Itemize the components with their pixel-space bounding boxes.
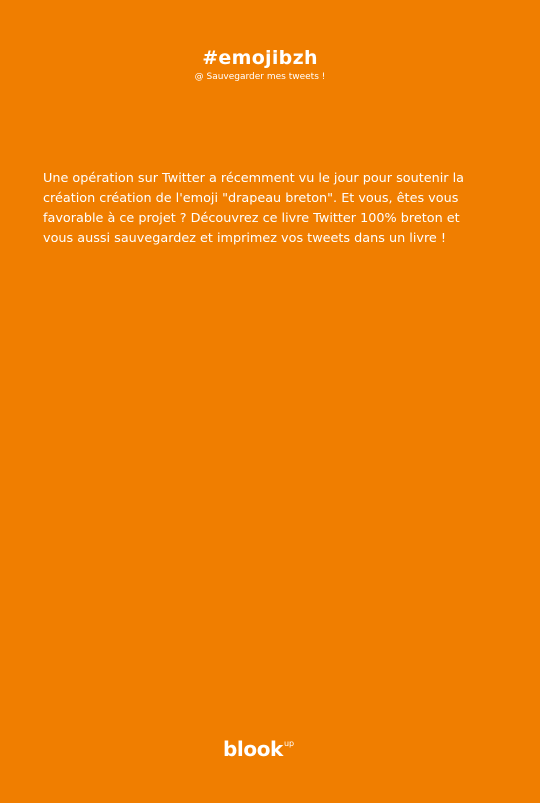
- blookup-logo: [223, 737, 293, 765]
- book-description: Une opération sur Twitter a récemment vu le jour pour soutenir la création création de l'emoji "drapeau breton". Et vous, êtes vous favorable à ce projet ? Découvrez ce livre Twitter 100% breton et vous aussi sauvegardez et imprimez vos tweets dans un livre !: [43, 171, 465, 246]
- book-title: #emojibzh: [202, 47, 318, 69]
- book-subtitle: @ Sauvegarder mes tweets !: [194, 72, 326, 82]
- logo-superscript: up: [283, 739, 295, 748]
- logo-wordmark: blook: [223, 737, 283, 761]
